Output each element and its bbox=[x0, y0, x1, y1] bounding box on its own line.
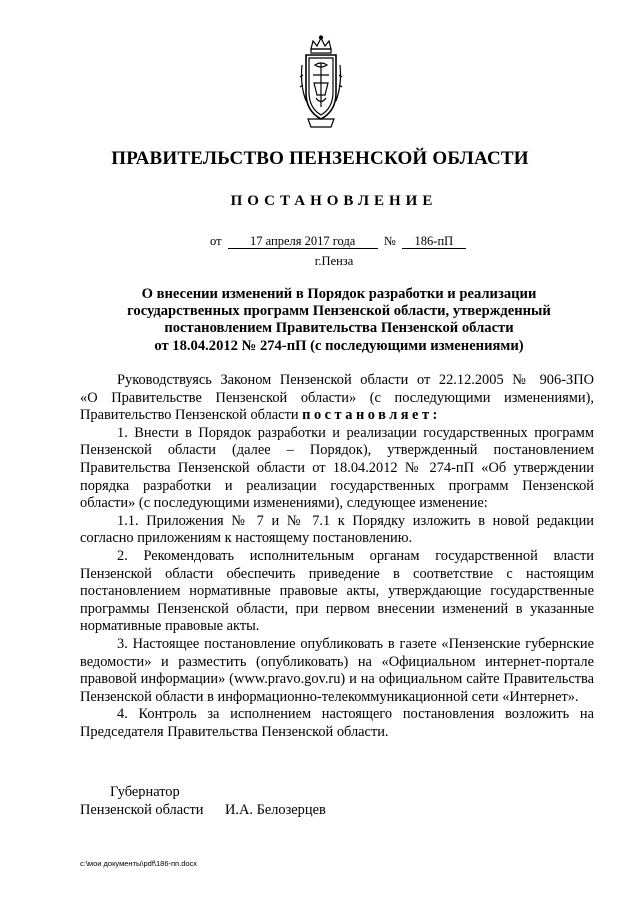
signatory-title: Губернатор bbox=[110, 784, 180, 800]
body-line: ведомости» и разместить (опубликовать) на «Официальном интернет-портале bbox=[80, 653, 594, 670]
body-line: нормативные правовые акты. bbox=[80, 618, 260, 635]
date-prefix: от bbox=[210, 234, 222, 248]
body-line: области» (с последующими изменениями), следующее изменение: bbox=[80, 495, 488, 512]
decree-word: постановляет: bbox=[302, 407, 441, 424]
body-line: порядка разработки и реализации государственных программ Пензенской bbox=[80, 477, 594, 494]
body-line: Правительства Пензенской области от 18.04.2012 № 274-пП «Об утверждении bbox=[80, 459, 594, 476]
body-line: программы Пензенской области, при первом внесении изменений в указанные bbox=[80, 600, 594, 617]
body-line: постановлением нормативные правовые акты, утверждающие государственные bbox=[80, 583, 594, 600]
body-line: 3. Настоящее постановление опубликовать в газете «Пензенские губернские bbox=[117, 635, 594, 652]
number-label: № bbox=[383, 234, 396, 248]
body-text: Правительство Пензенской области bbox=[80, 407, 299, 424]
body-line: 2. Рекомендовать исполнительным органам государственной власти bbox=[117, 547, 594, 564]
body-line: 1. Внести в Порядок разработки и реализации государственных программ bbox=[117, 424, 594, 441]
subject-line: постановлением Правительства Пензенской области bbox=[164, 320, 514, 337]
document-body bbox=[80, 372, 594, 741]
body-line bbox=[80, 407, 594, 425]
city: г.Пенза bbox=[314, 254, 354, 268]
body-line: 4. Контроль за исполнением настоящего постановления возложить на bbox=[117, 706, 594, 723]
document-date: 17 апреля 2017 года bbox=[228, 234, 378, 249]
subject-line: О внесении изменений в Порядок разработки и реализации bbox=[141, 286, 537, 302]
subject-line: государственных программ Пензенской области, утвержденный bbox=[127, 303, 551, 320]
file-path-footer: c:\мои документы\pdf\186-пп.docx bbox=[80, 859, 198, 868]
government-title: ПРАВИТЕЛЬСТВО ПЕНЗЕНСКОЙ ОБЛАСТИ bbox=[111, 148, 529, 169]
date-number-line bbox=[207, 234, 466, 249]
body-line: Пензенской области в информационно-телекоммуникационной сети «Интернет». bbox=[80, 688, 579, 705]
coat-of-arms-emblem bbox=[298, 35, 344, 131]
document-subject bbox=[100, 286, 578, 355]
subject-line: от 18.04.2012 № 274-пП (с последующими изменениями) bbox=[154, 337, 524, 354]
body-line: Руководствуясь Законом Пензенской области от 22.12.2005 № 906-ЗПО bbox=[117, 372, 594, 388]
body-line: «О Правительстве Пензенской области» (с последующими изменениями), bbox=[80, 389, 594, 406]
document-type: ПОСТАНОВЛЕНИЕ bbox=[230, 193, 438, 209]
signatory-name: И.А. Белозерцев bbox=[225, 802, 326, 818]
body-line: 1.1. Приложения № 7 и № 7.1 к Порядку изложить в новой редакции bbox=[117, 512, 594, 529]
body-line: Пензенской области обеспечить приведение в соответствие с настоящим bbox=[80, 565, 594, 582]
body-line: Председателя Правительства Пензенской области. bbox=[80, 723, 389, 740]
document-number: 186-пП bbox=[402, 234, 466, 249]
body-line: согласно приложениям к настоящему постановлению. bbox=[80, 530, 413, 547]
body-line: Пензенской области (далее – Порядок), утвержденный постановлением bbox=[80, 442, 594, 459]
body-line: правовой информации» (www.pravo.gov.ru) и на официальном сайте Правительства bbox=[80, 671, 594, 688]
signatory-region: Пензенской области bbox=[80, 802, 204, 818]
